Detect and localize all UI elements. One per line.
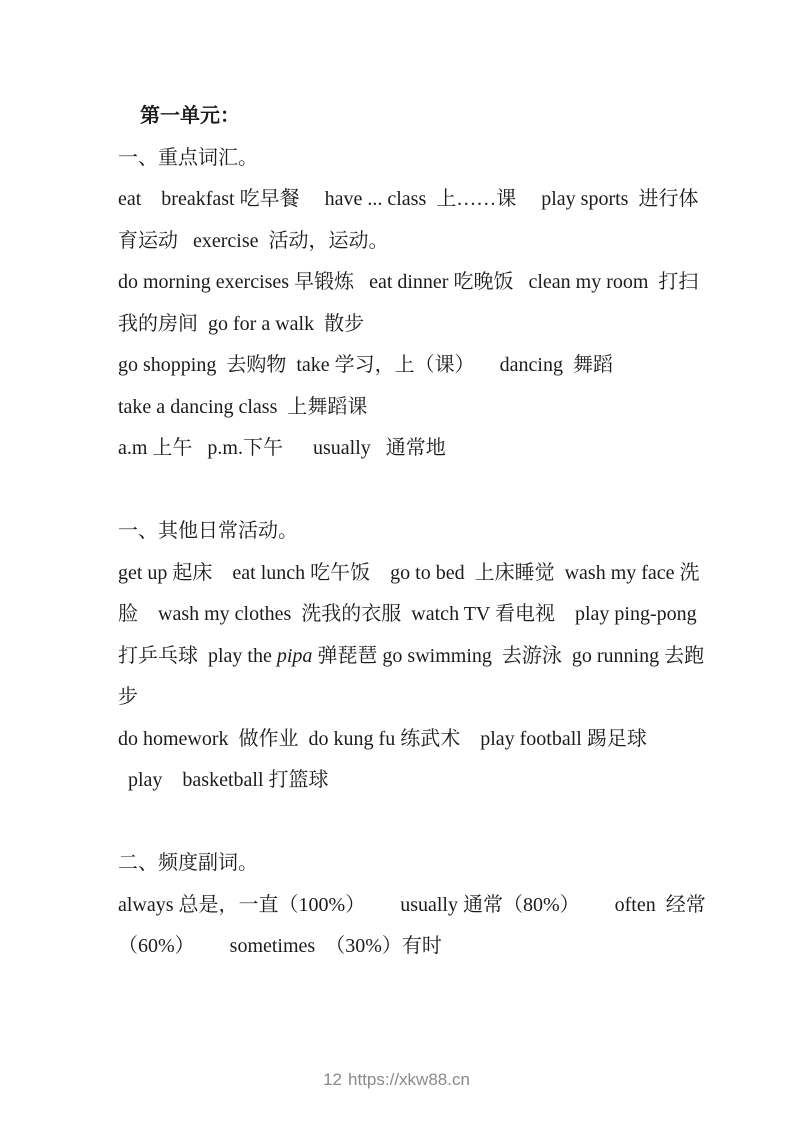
text-segment: （60%） sometimes （30%）有时 [118, 935, 442, 957]
text-segment: 二、频度副词。 [118, 852, 258, 874]
text-line [118, 926, 723, 968]
text-line [118, 262, 723, 304]
text-line [118, 760, 723, 802]
section-heading [118, 138, 723, 180]
text-segment: 步 [118, 686, 138, 708]
text-segment: take a dancing class 上舞蹈课 [118, 395, 368, 418]
section-heading [118, 511, 723, 553]
text-line [118, 345, 723, 387]
text-line [118, 221, 723, 263]
text-line [118, 636, 723, 678]
text-segment: get up 起床 eat lunch 吃午饭 go to bed 上床睡觉 wash my face 洗 [118, 561, 700, 584]
text-segment: 育运动 exercise 活动，运动。 [118, 229, 389, 252]
text-segment: play basketball 打篮球 [118, 769, 329, 791]
text-line [118, 387, 723, 429]
text-line [118, 179, 723, 221]
footer-url: https://xkw88.cn [348, 1070, 470, 1089]
text-segment: 一、其他日常活动。 [118, 520, 298, 542]
page-footer [0, 1068, 793, 1092]
text-segment: 脸 wash my clothes 洗我的衣服 watch TV 看电视 play ping-pong [118, 603, 697, 625]
blank-line [118, 470, 723, 512]
text-segment: always 总是，一直（100%） usually 通常（80%） often 经常 [118, 893, 706, 916]
text-line [118, 719, 723, 761]
text-segment: 一、重点词汇。 [118, 146, 258, 169]
text-line [118, 885, 723, 927]
text-segment: 打乒乓球 play the [118, 644, 277, 667]
text-line [118, 553, 723, 595]
text-segment: go shopping 去购物 take 学习，上（课） dancing 舞蹈 [118, 354, 613, 376]
text-line [118, 677, 723, 719]
text-segment: 第一单元： [140, 105, 240, 127]
italic-term: pipa [276, 644, 313, 667]
text-segment: do morning exercises 早锻炼 eat dinner 吃晚饭 clean my room 打扫 [118, 271, 699, 293]
text-segment: 弹琵琶 go swimming 去游泳 go running 去跑 [312, 644, 705, 667]
text-line [118, 594, 723, 636]
text-line [118, 304, 723, 346]
text-line [118, 428, 723, 470]
document-content [118, 96, 723, 968]
section-heading [118, 843, 723, 885]
text-segment: do homework 做作业 do kung fu 练武术 play football 踢足球 [118, 727, 647, 750]
page-number: 12 [323, 1070, 343, 1089]
document-title [118, 96, 723, 138]
blank-line [118, 802, 723, 844]
text-segment: eat breakfast 吃早餐 have ... class 上……课 play sports 进行体 [118, 188, 699, 210]
text-segment: a.m 上午 p.m.下午 usually 通常地 [118, 437, 446, 459]
text-segment: 我的房间 go for a walk 散步 [118, 312, 365, 335]
